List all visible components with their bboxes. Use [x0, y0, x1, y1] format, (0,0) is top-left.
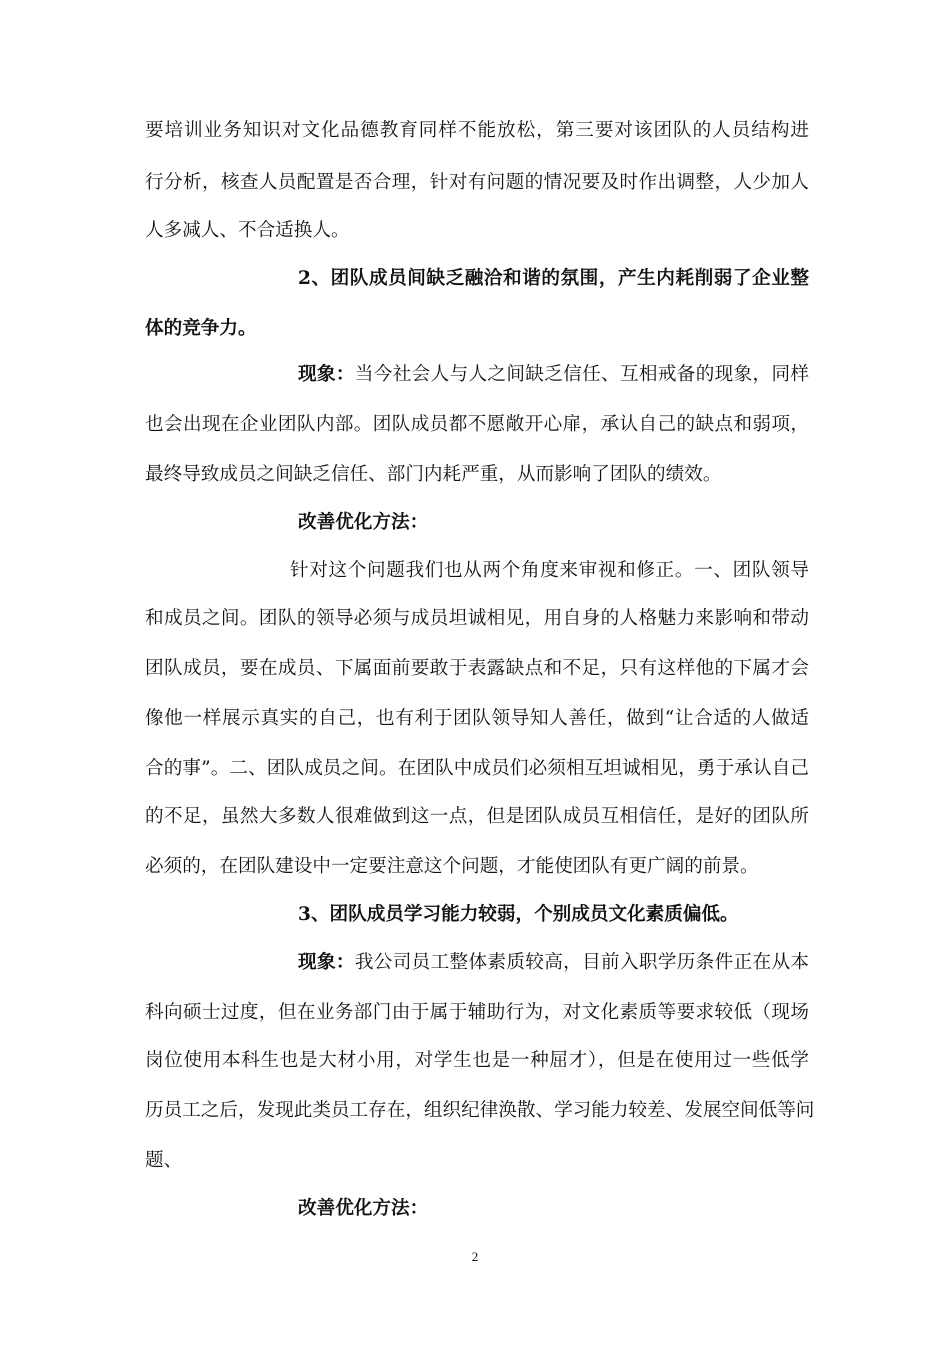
- paragraph-line: 岗位使用本科生也是大材小用，对学生也是一种屈才），但是在使用过一些低学: [145, 1050, 809, 1071]
- paragraph-line: 要培训业务知识对文化品德教育同样不能放松，第三要对该团队的人员结构进: [145, 120, 809, 141]
- paragraph-line: 最终导致成员之间缺乏信任、部门内耗严重，从而影响了团队的绩效。: [145, 464, 722, 485]
- section-heading-3: 3、团队成员学习能力较弱，个别成员文化素质偏低。: [298, 904, 739, 925]
- phenomenon-text: 我公司员工整体素质较高，目前入职学历条件正在从本: [354, 952, 809, 973]
- paragraph-line: 的不足，虽然大多数人很难做到这一点，但是团队成员互相信任，是好的团队所: [145, 806, 809, 827]
- paragraph-line: 团队成员，要在成员、下属面前要敢于表露缺点和不足，只有这样他的下属才会: [145, 658, 809, 679]
- phenomenon-label: 现象：: [298, 364, 355, 385]
- section-heading-2-cont: 体的竞争力。: [145, 318, 257, 339]
- paragraph-line: 题、: [145, 1150, 183, 1171]
- paragraph-line: 必须的，在团队建设中一定要注意这个问题，才能使团队有更广阔的前景。: [145, 856, 759, 877]
- phenomenon-label: 现象：: [298, 952, 355, 973]
- section-heading-2: 2、团队成员间缺乏融洽和谐的氛围，产生内耗削弱了企业整: [298, 268, 809, 289]
- page-number: 2: [471, 1249, 479, 1264]
- paragraph-line: 合的事”。二、团队成员之间。在团队中成员们必须相互坦诚相见，勇于承认自己: [145, 758, 809, 779]
- paragraph-line: 像他一样展示真实的自己，也有利于团队领导知人善任，做到“让合适的人做适: [145, 708, 809, 729]
- paragraph-line: 也会出现在企业团队内部。团队成员都不愿敞开心扉，承认自己的缺点和弱项，: [145, 414, 809, 435]
- paragraph-line: 和成员之间。团队的领导必须与成员坦诚相见，用自身的人格魅力来影响和带动: [145, 608, 809, 629]
- paragraph-line: 行分析，核查人员配置是否合理，针对有问题的情况要及时作出调整，人少加人: [145, 172, 809, 193]
- method-title: 改善优化方法：: [298, 512, 429, 533]
- phenomenon-paragraph: [298, 950, 809, 976]
- method-title: 改善优化方法：: [298, 1198, 429, 1219]
- paragraph-line: 人多减人、不合适换人。: [145, 220, 350, 241]
- method-paragraph: 针对这个问题我们也从两个角度来审视和修正。一、团队领导: [290, 560, 809, 581]
- paragraph-line: 科向硕士过度，但在业务部门由于属于辅助行为，对文化素质等要求较低（现场: [145, 1002, 809, 1023]
- paragraph-line: 历员工之后，发现此类员工存在，组织纪律涣散、学习能力较差、发展空间低等问: [145, 1100, 815, 1121]
- phenomenon-paragraph: [298, 362, 809, 388]
- phenomenon-text: 当今社会人与人之间缺乏信任、互相戒备的现象，同样: [354, 364, 809, 385]
